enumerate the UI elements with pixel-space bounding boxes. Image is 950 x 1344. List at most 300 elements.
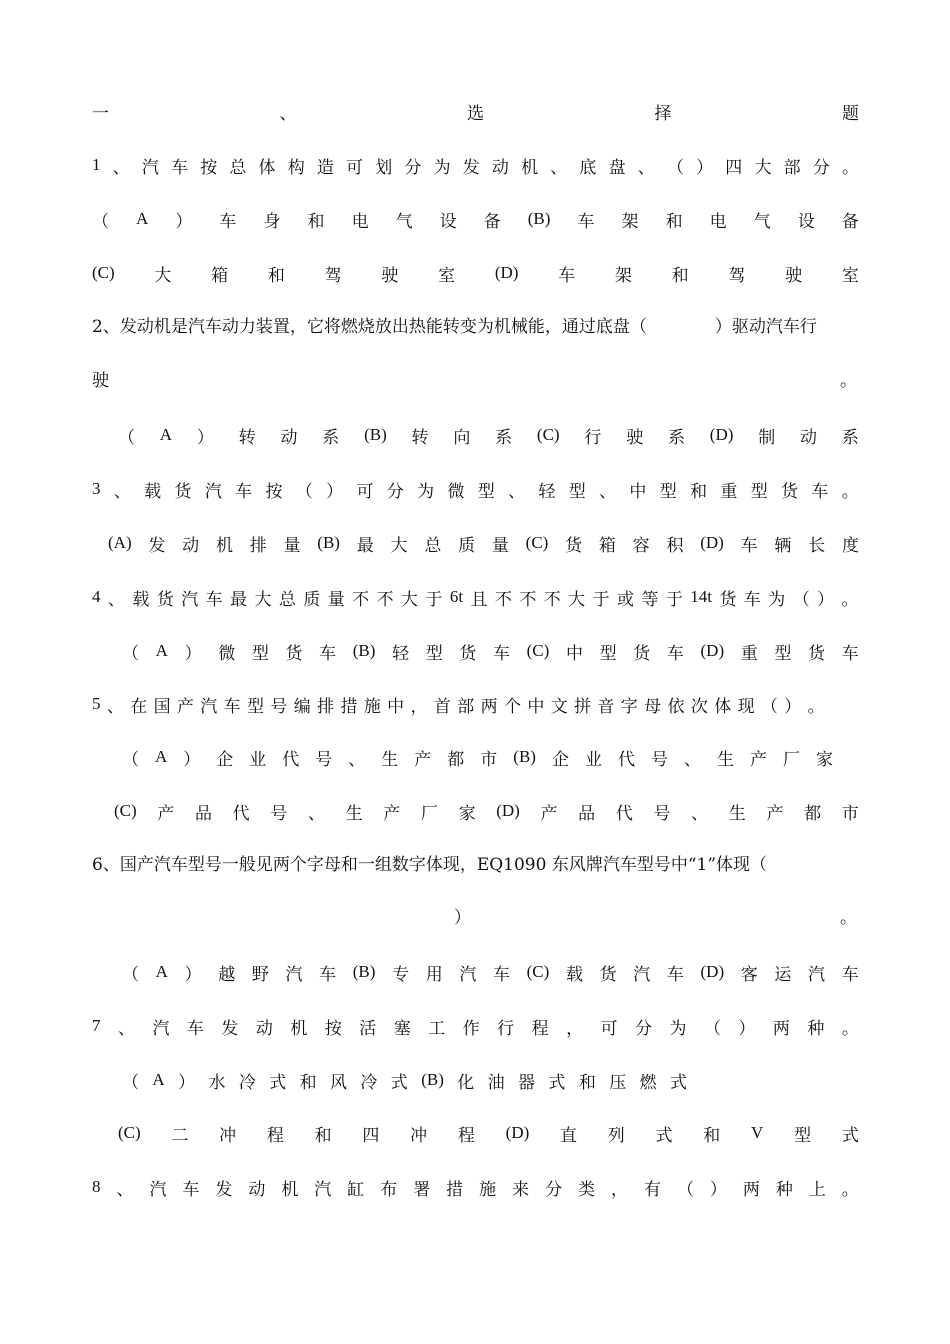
question-5-options-row-2 [92,796,859,826]
question-7-options-row-2-token: 型 [794,1125,812,1146]
question-3-options-row-1-token: 车 [740,535,758,556]
question-2-stem-line-2-start: 驶 [92,371,109,391]
question-4-options-row-1-token: ） [184,643,202,664]
question-1-stem [92,150,859,180]
question-3-options-row-1-token: 机 [215,535,233,556]
question-7-stem-token: 两 [772,1018,790,1039]
question-4-options-row-1-token: 货 [633,643,651,664]
question-5-options-row-2-token: 厂 [420,803,438,824]
question-3-options-row-1-token: 大 [390,535,408,556]
question-5-options-row-2-token: 产 [157,803,175,824]
question-5-options-row-2-token: 代 [232,803,250,824]
question-1-options-row-1-token: 和 [665,211,683,232]
question-7-stem-token: 。 [841,1018,859,1039]
question-4-options-row-1-token: 车 [841,643,859,664]
question-7-options-row-1-token: 式 [669,1072,687,1093]
question-5-stem-token: 两 [480,696,498,717]
question-4-options-row-1-token: 车 [666,643,684,664]
question-5-options-row-1-token: 市 [480,749,498,770]
question-1-stem-token: 、 [637,157,655,178]
question-6-options-row-1-token: 汽 [808,964,826,985]
question-1-options-row-1-token: 身 [263,211,281,232]
question-1-stem-token: 动 [491,157,509,178]
question-7-options-row-1-token: A [152,1070,165,1089]
question-1-options-row-1-token: 和 [307,211,325,232]
question-4-stem-token: 。 [841,589,859,610]
question-6-options-row-1-token: 载 [565,964,583,985]
question-8-stem-token: （ [676,1179,694,1200]
question-5-options-row-1-token: 企 [551,749,569,770]
question-3-stem-token: 可 [356,481,374,502]
question-7-stem-token: 按 [324,1018,342,1039]
question-8-stem-token: 两 [742,1179,760,1200]
question-4-stem-token: 且 [470,589,488,610]
question-5-stem-token: ） [784,696,802,717]
question-3-options-row-1-token: 货 [565,535,583,556]
question-3-stem-token: 汽 [204,481,222,502]
question-1-options-row-2 [92,258,859,288]
question-5-options-row-1-token: 代 [617,749,635,770]
question-2-options-row-1-token: 转 [238,427,256,448]
question-2-options-row-1-token: 驶 [626,427,644,448]
question-3-stem-token: 型 [659,481,677,502]
question-5-options-row-2-token: 、 [307,803,325,824]
question-1-options-row-1-token: 设 [797,211,815,232]
question-5-options-row-1-token: 号 [650,749,668,770]
question-4-stem-token: 或 [617,589,635,610]
question-5-stem-token: 音 [597,696,615,717]
question-5-stem-token: 编 [293,696,311,717]
question-5-stem-token: 中 [527,696,545,717]
question-7-stem-token: 发 [221,1018,239,1039]
question-8-stem-token: 分 [545,1179,563,1200]
question-6-options-row-1-token: 野 [251,964,269,985]
question-7-options-row-2-token: 程 [266,1125,284,1146]
question-4-options-row-1-token: 货 [285,643,303,664]
question-5-options-row-2-token: 产 [383,803,401,824]
question-6-options-row-1-token: （ [122,964,139,985]
question-7-options-row-1-token: 冷 [238,1072,256,1093]
question-4-stem-token: 大 [254,589,272,610]
question-7-options-row-2-token: 直 [560,1125,578,1146]
question-6-options-row-1-token: 汽 [633,964,651,985]
question-1-stem-token: 分 [404,157,422,178]
question-7-stem-token: （ [703,1018,721,1039]
question-3-stem-token: 。 [841,481,859,502]
question-5-stem-token: 依 [667,696,685,717]
question-2-options-row-1-token: （ [118,427,135,448]
question-4-stem-token: 不 [376,589,394,610]
question-7-options-row-1 [92,1065,859,1095]
question-4-stem-token: 货 [719,589,737,610]
question-4-stem [92,582,859,612]
question-4-stem-token: ） [817,589,835,610]
section-title-token: 、 [279,103,297,124]
question-4-stem-token: （ [792,589,810,610]
question-7-options-row-2-token: V [751,1123,764,1142]
question-5-stem [92,689,859,719]
question-1-options-row-1-token: 电 [351,211,369,232]
question-4-stem-token: 6t [449,587,464,606]
question-4-stem-token: 不 [543,589,561,610]
question-6-options-row-1-token: (B) [352,962,376,981]
question-6-options-row-1 [92,957,859,987]
question-4-options-row-1-token: 车 [493,643,510,664]
question-1-stem-token: 部 [783,157,801,178]
question-3-stem [92,474,859,504]
question-4-stem-token: 载 [132,589,150,610]
question-4-stem-token: 等 [641,589,659,610]
question-4-stem-token: 量 [327,589,345,610]
question-3-options-row-1-token: 箱 [598,535,616,556]
question-7-options-row-2-token: 冲 [410,1125,428,1146]
question-1-options-row-1-token: A [136,209,149,228]
question-3-options-row-1-token: 排 [249,535,267,556]
question-1-stem-token: 四 [725,157,743,178]
question-3-stem-token: 型 [750,481,768,502]
question-5-stem-token: 体 [714,696,732,717]
question-5-stem-token: 。 [807,696,825,717]
question-1-options-row-1-token: 气 [395,211,413,232]
question-5-options-row-1-token: 都 [447,749,465,770]
question-4-stem-token: 4 [92,587,101,606]
question-5-options-row-1-token: 厂 [782,749,800,770]
question-6-options-row-1-token: 货 [599,964,617,985]
question-7-options-row-1-token: 风 [330,1072,348,1093]
question-2-options-row-1-token: ） [196,427,214,448]
question-4-options-row-1-token: 型 [425,643,443,664]
question-1-options-row-2-token: 和 [671,265,689,286]
question-1-stem-token: 盘 [608,157,626,178]
question-1-options-row-2-token: (D) [494,263,519,282]
question-8-stem-token: 上 [808,1179,826,1200]
question-6-stem-line-1 [92,850,859,880]
question-8-stem-token: 布 [380,1179,398,1200]
question-5-stem-token: 中 [387,696,405,717]
question-5-options-row-2-token: 产 [540,803,558,824]
question-1-options-row-1-token: 备 [841,211,859,232]
question-2-options-row-1-token: 动 [799,427,817,448]
question-6-options-row-1-token: 越 [218,964,236,985]
question-3-stem-token: 微 [447,481,465,502]
question-7-options-row-1-token: 器 [518,1072,536,1093]
question-4-stem-token: 14t [690,587,713,606]
question-8-stem-token: 类 [578,1179,596,1200]
question-8-stem-token: 、 [116,1179,134,1200]
question-5-stem-token: 次 [690,696,708,717]
question-1-stem-token: 、 [112,157,130,178]
question-7-options-row-1-token: 和 [578,1072,596,1093]
question-6-options-row-1-token: (D) [700,962,725,981]
question-7-stem-token: 动 [255,1018,273,1039]
question-5-stem-token: 车 [223,696,241,717]
question-1-stem-token: 车 [171,157,189,178]
question-5-stem-token: 在 [130,696,148,717]
question-1-options-row-2-token: 驶 [381,265,399,286]
question-5-stem-token: 字 [620,696,638,717]
question-8-stem-token: 施 [479,1179,497,1200]
question-7-options-row-2-token: 和 [703,1125,721,1146]
question-3-stem-token: 、 [508,481,526,502]
question-5-options-row-2-token: 代 [615,803,633,824]
question-1-stem-token: （ [666,157,684,178]
question-7-options-row-2-token: (D) [505,1123,530,1142]
question-3-stem-token: 车 [811,481,829,502]
question-6-stem-line-2-end: 。 [840,908,857,928]
question-7-options-row-2-token: (C) [118,1123,141,1142]
question-6-options-row-1-token: 车 [666,964,684,985]
question-5-stem-token: 产 [176,696,194,717]
question-5-stem-token: 拼 [574,696,592,717]
question-4-options-row-1-token: 型 [774,643,792,664]
question-3-stem-token: 车 [235,481,253,502]
question-5-stem-token: 母 [644,696,662,717]
question-8-stem-token: 来 [512,1179,530,1200]
question-7-stem-token: 车 [186,1018,204,1039]
question-3-stem-token: 分 [386,481,404,502]
question-7-options-row-1-token: 化 [457,1072,475,1093]
question-7-stem-token: 程 [531,1018,549,1039]
question-7-options-row-1-token: (B) [421,1070,444,1089]
question-5-stem-token: 首 [433,696,451,717]
question-6-stem-line-2 [92,903,859,933]
question-1-stem-token: 按 [200,157,218,178]
question-2-stem-line-2 [92,366,859,396]
question-4-stem-token: 大 [568,589,586,610]
question-2-options-row-1-token: (C) [536,425,560,444]
question-7-options-row-2-token: 式 [655,1125,673,1146]
question-1-stem-token: 总 [229,157,247,178]
question-1-stem-token: 、 [550,157,568,178]
question-3-stem-token: 3 [92,479,101,498]
question-6-options-row-1-token: 专 [392,964,410,985]
question-1-stem-token: 造 [316,157,334,178]
question-1-options-row-1-token: 电 [709,211,727,232]
question-5-options-row-1-token: 家 [815,749,833,770]
question-3-stem-token: 中 [629,481,647,502]
question-8-stem-token: ， [611,1179,628,1200]
question-7-options-row-2-token: 四 [362,1125,380,1146]
question-1-stem-token: 构 [287,157,305,178]
question-1-stem-token: 汽 [141,157,159,178]
question-1-options-row-2-token: 室 [438,265,456,286]
question-3-stem-token: 为 [417,481,435,502]
question-3-stem-token: 型 [477,481,495,502]
question-1-options-row-2-token: 驾 [324,265,342,286]
question-3-stem-token: ） [326,481,344,502]
question-4-stem-token: 不 [352,589,370,610]
question-4-options-row-1-token: 型 [251,643,269,664]
question-8-stem-token: 措 [446,1179,464,1200]
question-1-options-row-2-token: 架 [614,265,632,286]
question-8-stem-token: 机 [281,1179,299,1200]
question-5-options-row-1-token: 号 [315,749,333,770]
question-8-stem-token: 车 [182,1179,200,1200]
question-4-stem-token: 于 [592,589,610,610]
question-1-options-row-1-token: 车 [577,211,595,232]
question-7-stem-token: 工 [428,1018,446,1039]
section-title-token: 一 [92,103,109,124]
question-5-options-row-1-token: A [155,747,168,766]
question-6-options-row-1-token: A [155,962,168,981]
question-5-options-row-1-token: 代 [282,749,300,770]
question-3-stem-token: 载 [144,481,162,502]
question-1-stem-token: 机 [521,157,539,178]
question-5-stem-token: 排 [317,696,335,717]
question-7-options-row-2-token: 式 [841,1125,859,1146]
question-4-stem-token: 于 [425,589,443,610]
question-5-stem-token: 国 [153,696,171,717]
section-title [92,96,859,126]
question-2-options-row-1-token: 制 [758,427,776,448]
question-7-stem-token: 机 [290,1018,308,1039]
question-7-stem-token: 作 [462,1018,480,1039]
question-1-options-row-1-token: (B) [527,209,551,228]
question-3-stem-token: 按 [265,481,283,502]
question-7-stem-token: 、 [117,1018,135,1039]
question-7-stem-token: 种 [807,1018,825,1039]
question-4-options-row-1-token: 微 [218,643,236,664]
question-4-stem-token: 不 [494,589,512,610]
section-title-token: 择 [654,103,672,124]
question-7-stem-token: 为 [669,1018,687,1039]
question-5-options-row-1-token: 企 [216,749,234,770]
question-5-options-row-2-token: 产 [766,803,784,824]
question-5-options-row-2-token: (D) [496,801,520,820]
question-7-options-row-1-token: 和 [299,1072,317,1093]
question-3-stem-token: 型 [568,481,586,502]
question-3-stem-token: 货 [174,481,192,502]
question-6-stem-line-2-mid: ） [454,908,471,928]
question-5-options-row-1-token: 业 [249,749,267,770]
question-5-options-row-1-token: 产 [749,749,767,770]
question-5-stem-token: 部 [457,696,475,717]
question-8-stem-token: 署 [413,1179,431,1200]
question-3-options-row-1-token: 积 [666,535,684,556]
question-5-options-row-2-token: 、 [691,803,709,824]
question-1-options-row-1-token: 架 [621,211,639,232]
question-8-stem-token: 种 [775,1179,793,1200]
question-7-stem-token: 塞 [393,1018,411,1039]
question-1-stem-token: 发 [462,157,480,178]
question-1-stem-token: 划 [375,157,393,178]
question-7-stem-token: ） [738,1018,756,1039]
question-2-stem-line-1 [92,312,859,342]
question-1-stem-token: 为 [433,157,451,178]
question-2-options-row-1-token: 行 [584,427,602,448]
question-7-options-row-2-token: 二 [171,1125,189,1146]
question-7-options-row-1-token: 压 [609,1072,627,1093]
question-8-stem-token: 有 [643,1179,661,1200]
question-7-stem-token: 可 [600,1018,618,1039]
question-6-options-row-1-token: 用 [425,964,443,985]
question-1-stem-token: 1 [92,155,101,174]
question-1-options-row-2-token: 和 [267,265,285,286]
question-1-options-row-2-token: 箱 [211,265,229,286]
question-6-options-row-1-token: 汽 [285,964,303,985]
question-8-stem-token: 发 [215,1179,233,1200]
question-6-options-row-1-token: 汽 [459,964,477,985]
question-5-stem-token: 5 [92,694,101,713]
question-3-stem-token: 和 [690,481,708,502]
question-3-options-row-1-token: 长 [808,535,826,556]
question-5-options-row-1-token: 、 [683,749,701,770]
question-8-stem-token: 动 [248,1179,266,1200]
question-8-stem-token: 汽 [314,1179,332,1200]
question-7-options-row-1-token: ） [178,1072,196,1093]
question-5-options-row-2-token: 号 [270,803,288,824]
question-3-options-row-1-token: (B) [317,533,340,552]
question-4-stem-token: 、 [107,589,125,610]
question-2-options-row-1-token: 动 [280,427,298,448]
question-8-stem-token: ） [709,1179,727,1200]
question-3-options-row-1-token: 总 [424,535,442,556]
question-1-stem-token: 大 [754,157,772,178]
question-4-options-row-1-token: A [155,641,168,660]
question-3-options-row-1-token: 量 [283,535,301,556]
question-4-options-row-1 [92,636,859,666]
question-4-options-row-1-token: 型 [599,643,617,664]
question-7-stem-token: 汽 [152,1018,170,1039]
question-8-stem-token: 8 [92,1177,101,1196]
question-8-stem [92,1172,859,1202]
question-2-options-row-1-token: 系 [841,427,859,448]
question-3-stem-token: 、 [113,481,131,502]
question-7-options-row-2-token: 和 [314,1125,332,1146]
question-1-options-row-2-token: 驶 [785,265,803,286]
question-5-options-row-2-token: 生 [728,803,746,824]
question-6-options-row-1-token: 运 [774,964,792,985]
question-1-options-row-2-token: 大 [154,265,172,286]
question-1-options-row-1-token: 车 [219,211,237,232]
question-5-options-row-1-token: 生 [381,749,399,770]
question-5-options-row-1-token: ） [183,749,201,770]
question-4-options-row-1-token: 货 [808,643,826,664]
question-3-options-row-1 [92,528,859,558]
question-1-options-row-2-token: 车 [558,265,576,286]
question-5-stem-token: 个 [503,696,521,717]
question-3-options-row-1-token: 动 [182,535,200,556]
question-2-stem-line-1-text: 2、发动机是汽车动力装置，它将燃烧放出热能转变为机械能，通过底盘（ ）驱动汽车行 [92,317,817,337]
question-7-options-row-2-token: 列 [607,1125,625,1146]
question-6-stem-line-1-text: 6、国产汽车型号一般见两个字母和一组数字体现，EQ1090 东风牌汽车型号中“1”体现（ [92,855,768,875]
question-5-stem-token: 现 [737,696,755,717]
question-5-stem-token: （ [760,696,778,717]
question-8-stem-token: 。 [841,1179,859,1200]
question-7-options-row-2 [92,1118,859,1148]
question-4-options-row-1-token: 货 [459,643,477,664]
question-2-options-row-1 [92,420,859,450]
question-4-stem-token: 大 [400,589,418,610]
question-5-stem-token: 型 [247,696,265,717]
question-2-stem-line-2-end: 。 [840,371,857,391]
question-7-options-row-1-token: 式 [548,1072,566,1093]
question-4-options-row-1-token: (B) [352,641,376,660]
question-1-options-row-1-token: 气 [753,211,771,232]
question-3-options-row-1-token: 质 [458,535,476,556]
question-4-options-row-1-token: 中 [565,643,583,664]
question-3-options-row-1-token: (D) [700,533,724,552]
question-1-stem-token: 分 [812,157,830,178]
question-1-stem-token: ） [696,157,714,178]
question-1-stem-token: 底 [579,157,597,178]
question-1-stem-token: 可 [346,157,364,178]
question-4-options-row-1-token: 车 [319,643,337,664]
question-5-options-row-1 [92,742,859,772]
question-4-options-row-1-token: (D) [700,641,725,660]
question-5-options-row-1-token: 、 [348,749,366,770]
question-4-stem-token: 不 [519,589,537,610]
